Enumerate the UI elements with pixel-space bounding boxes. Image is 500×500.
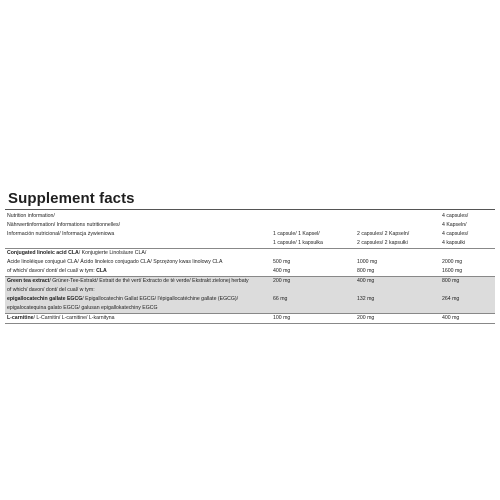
- sub-value-2-capsules: 800 mg: [357, 268, 375, 274]
- table-row-l-carnitine: [5, 314, 495, 324]
- sub-ingredient-name: [7, 267, 265, 276]
- value-4-capsules: 800 mg: [442, 278, 460, 284]
- ingredient-name-translations: Acide linoléique conjugué CLA/ Ácido linoleico conjugado CLA/ Sprzężony kwas linolowy CLA: [7, 259, 223, 265]
- header-serving-2: 2 capsules/ 2 kapsułki: [357, 240, 408, 246]
- header-line: [5, 221, 495, 230]
- supplement-facts-table: [5, 209, 495, 324]
- value-2-capsules: 1000 mg: [357, 259, 378, 265]
- header-label: Nährwertinformation/ Informations nutritionnelles/: [7, 222, 121, 228]
- value-1-capsule: 200 mg: [273, 278, 291, 284]
- of-which-label: of which/ davon/ dont/ del cual/ w tym:: [7, 287, 95, 293]
- header-serving-4: 4 Kapseln/: [442, 222, 467, 228]
- table-row-cla: [5, 249, 495, 277]
- ingredient-name-bold: Conjugated linoleic acid CLA: [7, 250, 79, 256]
- value-1-capsule: 100 mg: [273, 315, 291, 321]
- ingredient-name-bold: Green tea extract: [7, 278, 50, 284]
- table-row-green-tea: [5, 277, 495, 314]
- sub-ingredient-name: [7, 295, 265, 304]
- sub-value-1-capsule: 400 mg: [273, 268, 291, 274]
- row-line: [5, 267, 495, 276]
- header-serving-4: 4 kapsułki: [442, 240, 466, 246]
- value-2-capsules: 200 mg: [357, 315, 375, 321]
- ingredient-name-translations: / Konjugierte Linolsäure CLA/: [78, 250, 147, 256]
- of-which-label: of which/ davon/ dont/ del cual/ w tym:: [7, 268, 97, 274]
- header-serving-1: 1 capsule/ 1 kapsułka: [273, 240, 323, 246]
- sub-ingredient-bold: epigallocatechin gallate EGCG: [7, 296, 83, 302]
- sub-ingredient-bold: CLA: [96, 268, 107, 274]
- ingredient-name: [7, 277, 265, 286]
- value-2-capsules: 400 mg: [357, 278, 375, 284]
- ingredient-name: [7, 314, 265, 323]
- header-line: [5, 212, 495, 221]
- value-1-capsule: 500 mg: [273, 259, 291, 265]
- row-line: [5, 314, 495, 323]
- sub-value-4-capsules: 264 mg: [442, 296, 460, 302]
- row-line: [5, 258, 495, 267]
- page-title: Supplement facts: [8, 190, 135, 207]
- header-serving-1: 1 capsule/ 1 Kapsel/: [273, 231, 320, 237]
- ingredient-name: [7, 249, 265, 258]
- header-line: [5, 239, 495, 248]
- header-serving-2: 2 capsules/ 2 Kapseln/: [357, 231, 410, 237]
- table-header-row: [5, 210, 495, 249]
- header-serving-4: 4 capsules/: [442, 231, 469, 237]
- sub-value-4-capsules: 1600 mg: [442, 268, 463, 274]
- header-serving-4: 4 capsules/: [442, 213, 469, 219]
- row-line: [5, 286, 495, 295]
- sub-value-2-capsules: 132 mg: [357, 296, 375, 302]
- sub-ingredient-translations: / Epigallocatechin Gallat EGCG/ l'épigallocatéchine gallate (EGCG)/: [82, 296, 239, 302]
- header-label: Información nutricional/ Informacja żywieniowa: [7, 231, 115, 237]
- sub-ingredient-translations: epigalocatequina galato EGCG/ galusan epigallokatechiny EGCG: [7, 305, 158, 311]
- ingredient-name-bold: L-carnitine: [7, 315, 34, 321]
- value-4-capsules: 2000 mg: [442, 259, 463, 265]
- row-line: [5, 249, 495, 258]
- ingredient-name-translations: / L-Carnitin/ L-carnitine/ L-karnityna: [33, 315, 115, 321]
- row-line: [5, 277, 495, 286]
- header-line: [5, 230, 495, 239]
- row-line: [5, 304, 495, 313]
- header-label: Nutrition information/: [7, 213, 55, 219]
- value-4-capsules: 400 mg: [442, 315, 460, 321]
- sub-value-1-capsule: 66 mg: [273, 296, 288, 302]
- row-line: [5, 295, 495, 304]
- ingredient-name-translations: / Grüner-Tee-Extrakt/ Extrait de thé vert/ Extracto de té verde/ Ekstrakt zielonej herbaty: [49, 278, 249, 284]
